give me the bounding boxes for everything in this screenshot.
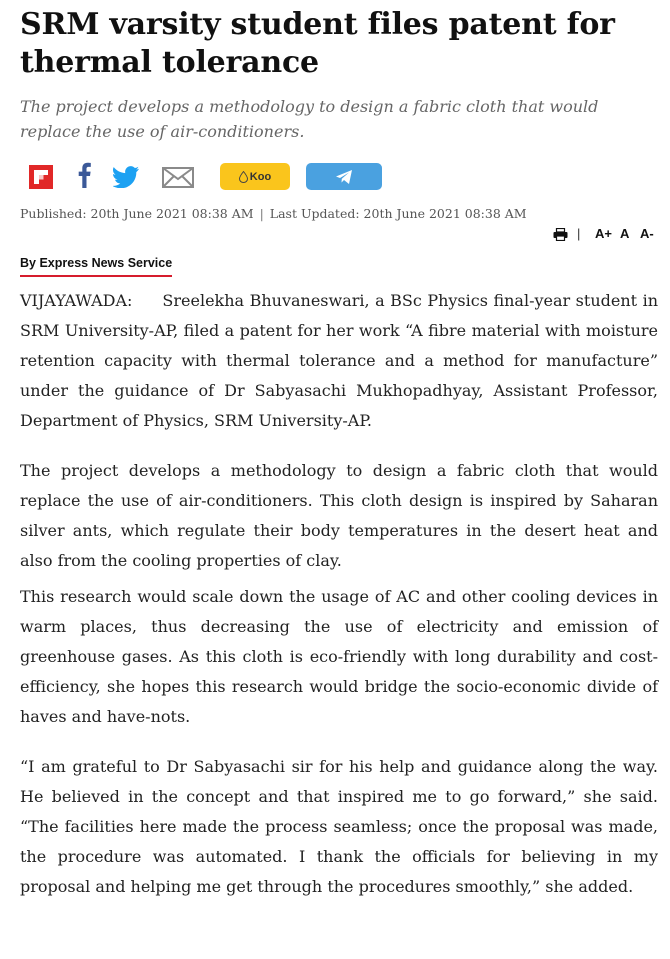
twitter-icon[interactable] <box>113 166 139 188</box>
koo-share-button[interactable] <box>220 163 290 190</box>
body-paragraph: “I am grateful to Dr Sabyasachi sir for his help and guidance along the way. He believed in the concept and that inspired me to go forward,” she said. “The facilities here made the process seamless; once the proposal was made, the procedure was automated. I thank the officials for believing in my proposal and helping me get through the procedures smoothly,” she added. <box>20 757 658 896</box>
article-headline: SRM varsity student files patent for thermal tolerance <box>20 7 615 80</box>
print-icon[interactable] <box>553 228 568 241</box>
date-separator: | <box>259 206 264 221</box>
facebook-icon[interactable] <box>76 162 92 188</box>
article-tools <box>20 225 658 245</box>
telegram-icon <box>335 169 353 185</box>
font-reset-button[interactable]: A <box>620 226 630 241</box>
body-paragraph: This research would scale down the usage of AC and other cooling devices in warm places, thus decreasing the use of electricity and emission of greenhouse gases. As this cloth is eco-friendly with long durability and cost-efficiency, she hopes this research would bridge the socio-economic divide of haves and have-nots. <box>20 587 658 726</box>
font-increase-button[interactable]: A+ <box>595 226 612 241</box>
article-dates <box>20 206 658 222</box>
share-bar <box>20 161 658 201</box>
body-paragraph <box>20 286 658 436</box>
byline-block <box>20 254 658 277</box>
font-decrease-button[interactable]: A- <box>640 226 654 241</box>
byline[interactable]: By Express News Service <box>20 256 172 277</box>
article-standfirst: The project develops a methodology to design a fabric cloth that would replace the use of air-conditioners. <box>20 97 599 141</box>
telegram-share-button[interactable] <box>306 163 382 190</box>
article <box>20 0 658 914</box>
published-date: Published: 20th June 2021 08:38 AM <box>20 206 254 221</box>
tools-separator: | <box>577 226 581 241</box>
body-paragraph: The project develops a methodology to design a fabric cloth that would replace the use of air-conditioners. This cloth design is inspired by Saharan silver ants, which regulate their body temperatures in the desert heat and also from the cooling properties of clay. <box>20 461 658 570</box>
koo-label: Koo <box>249 170 272 183</box>
article-body <box>20 286 658 902</box>
dateline: VIJAYAWADA: <box>20 291 133 310</box>
body-paragraph-text: Sreelekha Bhuvaneswari, a BSc Physics final-year student in SRM University-AP, filed a patent for her work “A fibre material with moisture retention capacity with thermal tolerance and a method for manufacture” under the guidance of Dr Sabyasachi Mukhopadhyay, Assistant Professor, Department of Physics, SRM University-AP. <box>20 291 658 430</box>
koo-icon <box>239 171 248 183</box>
last-updated-date: Last Updated: 20th June 2021 08:38 AM <box>269 206 527 221</box>
flipboard-icon[interactable] <box>29 165 53 189</box>
email-icon[interactable] <box>162 167 194 188</box>
